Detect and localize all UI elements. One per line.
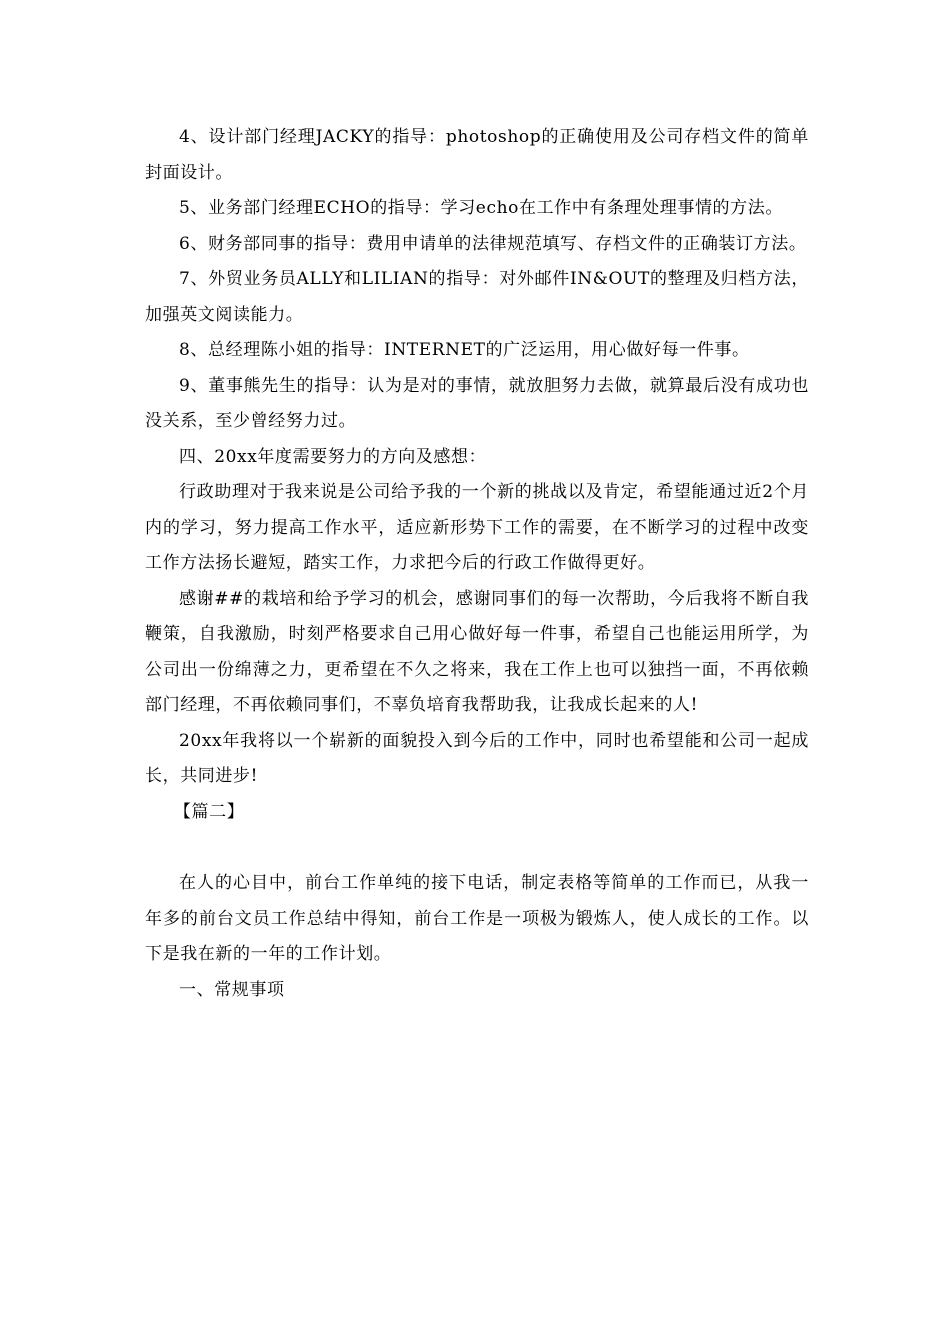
paragraph-item-7: 7、外贸业务员ALLY和LILIAN的指导：对外邮件IN&OUT的整理及归档方法，加强英文阅读能力。: [145, 269, 809, 325]
section-four-heading: 四、20xx年度需要努力的方向及感想：: [179, 446, 487, 467]
paragraph-item-6: 6、财务部同事的指导：费用申请单的法律规范填写、存档文件的正确装订方法。: [179, 233, 807, 254]
paragraph-item-5: 5、业务部门经理ECHO的指导：学习echo在工作中有条理处理事情的方法。: [179, 198, 783, 218]
blank-line: [145, 830, 809, 866]
paragraph-item-9: 9、董事熊先生的指导：认为是对的事情，就放胆努力去做，就算最后没有成功也没关系，至少曾经努力过。: [145, 375, 809, 431]
paragraph-thanks: 感谢##的栽培和给予学习的机会，感谢同事们的每一次帮助，今后我将不断自我鞭策，自我激励，时刻严格要求自己用心做好每一件事，希望自己也能运用所学，为公司出一份绵薄之力，更希望在不久之将来，我在工作上也可以独挡一面，不再依赖部门经理，不再依赖同事们，不辜负培育我帮助我，让我成长起来的人!: [145, 588, 809, 715]
document-body: [145, 120, 809, 1008]
paragraph-new-year: 20xx年我将以一个崭新的面貌投入到今后的工作中，同时也希望能和公司一起成长，共同进步!: [145, 730, 809, 786]
paragraph-front-desk: 在人的心目中，前台工作单纯的接下电话，制定表格等简单的工作而已，从我一年多的前台文员工作总结中得知，前台工作是一项极为锻炼人，使人成长的工作。以下是我在新的一年的工作计划。: [145, 873, 809, 964]
routine-items-heading: 一、常规事项: [179, 979, 285, 1000]
paragraph-item-8: 8、总经理陈小姐的指导：INTERNET的广泛运用，用心做好每一件事。: [179, 340, 750, 360]
paragraph-item-4: 4、设计部门经理JACKY的指导：photoshop的正确使用及公司存档文件的简单封面设计。: [145, 127, 809, 183]
section-heading-part-two: 【篇二】: [173, 801, 245, 822]
paragraph-admin-assistant: 行政助理对于我来说是公司给予我的一个新的挑战以及肯定，希望能通过近2个月内的学习，努力提高工作水平，适应新形势下工作的需要，在不断学习的过程中改变工作方法扬长避短，踏实工作，力求把今后的行政工作做得更好。: [145, 482, 809, 573]
